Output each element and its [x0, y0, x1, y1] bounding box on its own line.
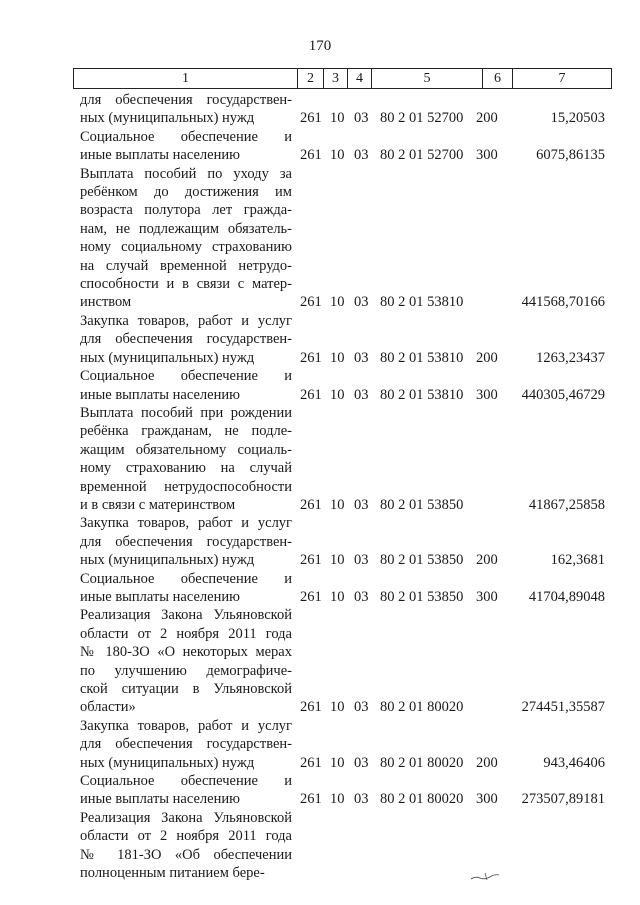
cell-c7: 15,20503 — [550, 110, 605, 127]
table-body — [0, 91, 640, 882]
cell-c7: 274451,35587 — [521, 699, 605, 716]
cell-c6: 200 — [476, 754, 498, 771]
cell-c2: 261 — [300, 147, 322, 164]
description-line: для обеспечения государствен- — [80, 331, 292, 348]
cell-c2: 261 — [300, 349, 322, 366]
cell-c2: 261 — [300, 699, 322, 716]
table-row — [0, 404, 640, 514]
description-line: области от 2 ноября 2011 года — [80, 828, 292, 845]
description-line: Закупка товаров, работ и услуг — [80, 312, 292, 329]
cell-c2: 261 — [300, 110, 322, 127]
row-codes — [0, 754, 640, 772]
description-line: Закупка товаров, работ и услуг — [80, 515, 292, 532]
cell-c7: 273507,89181 — [521, 791, 605, 808]
cell-c5: 80 2 01 80020 — [380, 699, 464, 716]
description-line: ных (муниципальных) нужд — [80, 754, 255, 771]
description-line: области» — [80, 699, 136, 716]
header-col-6: 6 — [483, 69, 513, 88]
table-row — [0, 809, 640, 883]
cell-c5: 80 2 01 53850 — [380, 588, 464, 605]
cell-c4: 03 — [354, 588, 369, 605]
cell-c5: 80 2 01 53850 — [380, 552, 464, 569]
cell-c3: 10 — [330, 754, 345, 771]
cell-c4: 03 — [354, 496, 369, 513]
cell-c5: 80 2 01 80020 — [380, 754, 464, 771]
row-codes — [0, 588, 640, 606]
description-line: на случай временной нетрудо- — [80, 257, 292, 274]
table-row — [0, 772, 640, 809]
cell-c3: 10 — [330, 349, 345, 366]
header-col-2: 2 — [298, 69, 324, 88]
table-header — [73, 68, 612, 89]
cell-c2: 261 — [300, 588, 322, 605]
cell-c6: 300 — [476, 588, 498, 605]
cell-c7: 41704,89048 — [528, 588, 605, 605]
header-col-5: 5 — [372, 69, 483, 88]
description-line: ных (муниципальных) нужд — [80, 349, 255, 366]
cell-c5: 80 2 01 52700 — [380, 147, 464, 164]
table-row — [0, 165, 640, 312]
description-line: Реализация Закона Ульяновской — [80, 607, 292, 624]
cell-c7: 441568,70166 — [521, 294, 605, 311]
row-codes — [0, 698, 640, 716]
description-line: для обеспечения государствен- — [80, 533, 292, 550]
cell-c7: 440305,46729 — [521, 386, 605, 403]
description-line: ской ситуации в Ульяновской — [80, 681, 292, 697]
cell-c7: 943,46406 — [543, 754, 605, 771]
description-line: для обеспечения государствен- — [80, 736, 292, 753]
description-line: Выплата пособий при рождении — [80, 404, 292, 421]
cell-c5: 80 2 01 53850 — [380, 496, 464, 513]
handwritten-mark-icon — [470, 870, 500, 882]
header-col-1: 1 — [74, 69, 298, 88]
table-row — [0, 91, 640, 128]
cell-c6: 300 — [476, 791, 498, 808]
cell-c4: 03 — [354, 754, 369, 771]
cell-c3: 10 — [330, 588, 345, 605]
description-line: иные выплаты населению — [80, 588, 240, 605]
cell-c4: 03 — [354, 147, 369, 164]
description-line: № 180-ЗО «О некоторых мерах — [80, 644, 292, 661]
row-description — [80, 165, 292, 312]
description-line: ному страхованию на случай — [80, 460, 292, 477]
description-line: Социальное обеспечение и — [80, 128, 292, 145]
description-line: ных (муниципальных) нужд — [80, 110, 255, 127]
description-line: ных (муниципальных) нужд — [80, 552, 255, 569]
cell-c4: 03 — [354, 552, 369, 569]
description-line: иные выплаты населению — [80, 386, 240, 403]
table-row — [0, 514, 640, 569]
cell-c2: 261 — [300, 386, 322, 403]
cell-c7: 6075,86135 — [536, 147, 605, 164]
cell-c5: 80 2 01 53810 — [380, 386, 464, 403]
cell-c6: 300 — [476, 147, 498, 164]
cell-c3: 10 — [330, 294, 345, 311]
description-line: Закупка товаров, работ и услуг — [80, 717, 292, 734]
description-line: Реализация Закона Ульяновской — [80, 809, 292, 826]
table-row — [0, 606, 640, 716]
cell-c2: 261 — [300, 552, 322, 569]
description-line: Социальное обеспечение и — [80, 368, 292, 385]
description-line: иные выплаты населению — [80, 147, 240, 164]
description-line: способности и в связи с матер- — [80, 276, 292, 293]
row-codes — [0, 146, 640, 164]
cell-c4: 03 — [354, 294, 369, 311]
cell-c3: 10 — [330, 552, 345, 569]
cell-c5: 80 2 01 53810 — [380, 349, 464, 366]
header-col-4: 4 — [348, 69, 372, 88]
description-line: ребёнком до достижения им — [80, 184, 292, 201]
description-line: иные выплаты населению — [80, 791, 240, 808]
cell-c4: 03 — [354, 699, 369, 716]
cell-c6: 300 — [476, 386, 498, 403]
description-line: нам, не подлежащим обязатель- — [80, 220, 292, 237]
description-line: жащим обязательному социаль- — [80, 441, 292, 458]
cell-c3: 10 — [330, 791, 345, 808]
cell-c7: 1263,23437 — [536, 349, 605, 366]
cell-c3: 10 — [330, 496, 345, 513]
description-line: полноценным питанием бере- — [80, 865, 265, 882]
description-line: Выплата пособий по уходу за — [80, 165, 292, 182]
description-line: Социальное обеспечение и — [80, 773, 292, 790]
cell-c3: 10 — [330, 386, 345, 403]
description-line: для обеспечения государствен- — [80, 92, 292, 108]
cell-c5: 80 2 01 80020 — [380, 791, 464, 808]
row-codes — [0, 349, 640, 367]
cell-c6: 200 — [476, 110, 498, 127]
cell-c2: 261 — [300, 294, 322, 311]
cell-c6: 200 — [476, 552, 498, 569]
row-codes — [0, 386, 640, 404]
cell-c5: 80 2 01 53810 — [380, 294, 464, 311]
row-codes — [0, 109, 640, 127]
header-col-3: 3 — [324, 69, 348, 88]
table-row — [0, 312, 640, 367]
row-codes — [0, 551, 640, 569]
description-line: возраста полутора лет гражда- — [80, 202, 292, 219]
description-line: № 181-ЗО «Об обеспечении — [80, 846, 292, 863]
row-codes — [0, 496, 640, 514]
cell-c3: 10 — [330, 699, 345, 716]
cell-c3: 10 — [330, 147, 345, 164]
cell-c4: 03 — [354, 349, 369, 366]
row-codes — [0, 293, 640, 311]
description-line: ребёнка гражданам, не подле- — [80, 423, 292, 440]
cell-c2: 261 — [300, 496, 322, 513]
description-line: инством — [80, 294, 132, 311]
cell-c6: 200 — [476, 349, 498, 366]
cell-c7: 41867,25858 — [528, 496, 605, 513]
description-line: Социальное обеспечение и — [80, 570, 292, 587]
page-number: 170 — [308, 38, 332, 54]
cell-c2: 261 — [300, 791, 322, 808]
row-codes — [0, 790, 640, 808]
cell-c3: 10 — [330, 110, 345, 127]
cell-c4: 03 — [354, 110, 369, 127]
table-row — [0, 717, 640, 772]
cell-c4: 03 — [354, 386, 369, 403]
cell-c4: 03 — [354, 791, 369, 808]
row-codes — [0, 864, 640, 882]
table-row — [0, 367, 640, 404]
description-line: временной нетрудоспособности — [80, 478, 292, 495]
description-line: по улучшению демографиче- — [80, 662, 292, 679]
table-row — [0, 128, 640, 165]
table-row — [0, 570, 640, 607]
description-line: области от 2 ноября 2011 года — [80, 625, 292, 642]
cell-c5: 80 2 01 52700 — [380, 110, 464, 127]
description-line: ному социальному страхованию — [80, 239, 292, 256]
cell-c2: 261 — [300, 754, 322, 771]
cell-c7: 162,3681 — [550, 552, 605, 569]
header-col-7: 7 — [558, 71, 566, 86]
description-line: и в связи с материнством — [80, 496, 236, 513]
